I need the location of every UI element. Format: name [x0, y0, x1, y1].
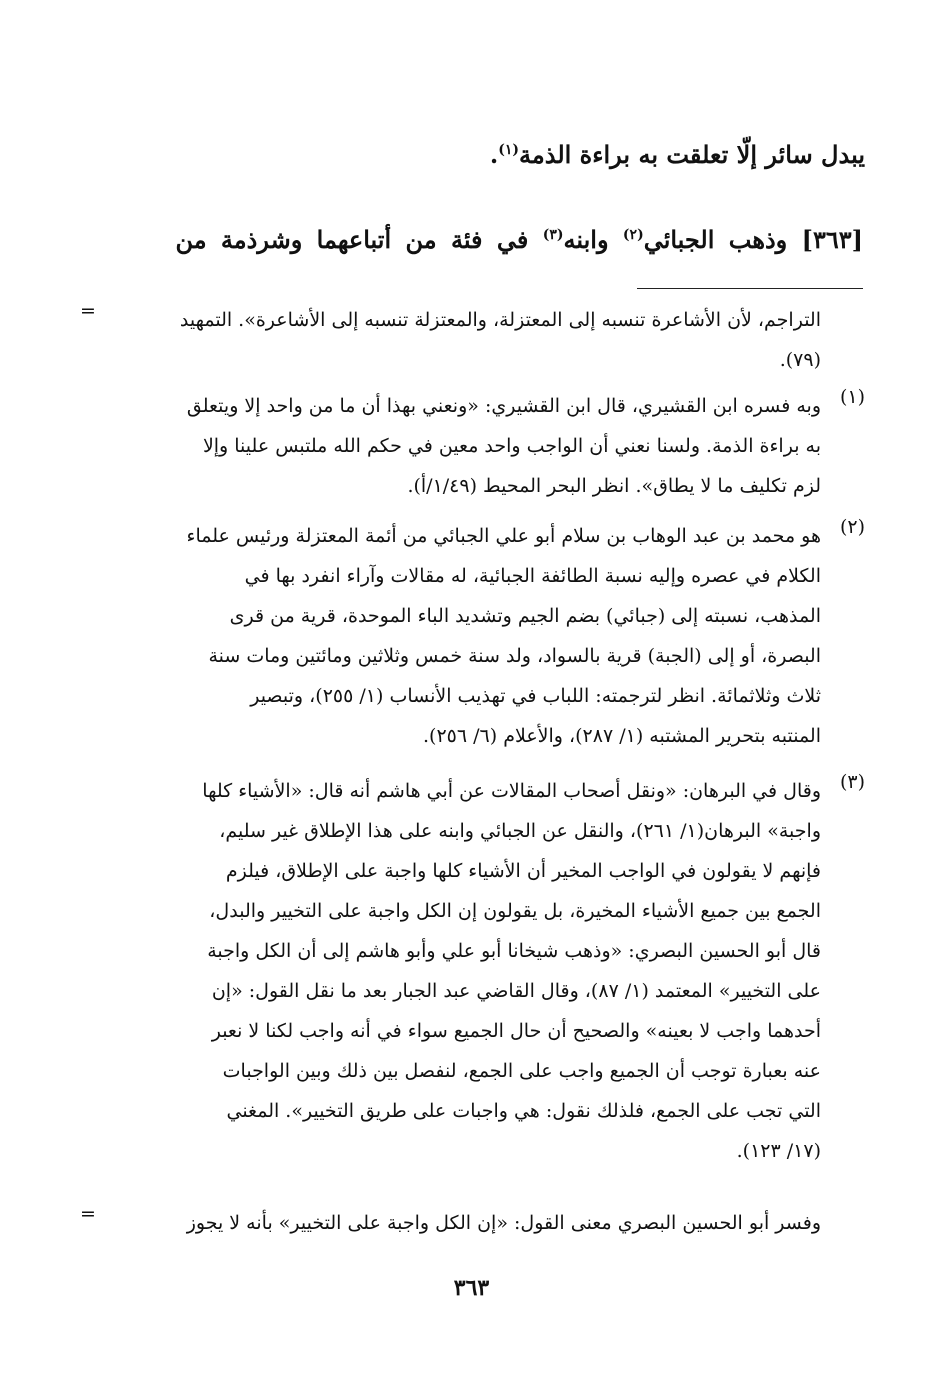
footnote-separator	[637, 288, 863, 289]
footnote-line: هو محمد بن عبد الوهاب بن سلام أبو علي الجبائي من أئمة المعتزلة ورئيس علماء	[186, 525, 821, 547]
footnote-line: واجبة» البرهان(١/ ٢٦١)، والنقل عن الجبائي وابنه على هذا الإطلاق غير سليم،	[219, 820, 821, 842]
footnote-tail	[80, 1203, 865, 1243]
footnote-line: الجمع بين جميع الأشياء المخيرة، بل يقولون إن الكل واجبة على التخيير والبدل،	[209, 900, 821, 922]
footnote-body	[80, 516, 821, 756]
footnote-ref-2[interactable]: (٢)	[622, 227, 644, 243]
footnote-line: التراجم، لأن الأشاعرة تنسبه إلى المعتزلة، والمعتزلة تنسبه إلى الأشاعرة». التمهيد	[179, 309, 821, 331]
footnote-ref-3[interactable]: (٣)	[542, 227, 564, 243]
footnote-body	[80, 386, 821, 506]
footnote-line: التي تجب على الجمع، فلذلك نقول: هي واجبات على طريق التخيير». المغني	[226, 1100, 821, 1122]
footnote-line: عنه بعبارة توجب أن الجميع واجب على الجمع، لنفصل بين ذلك وبين الواجبات	[222, 1060, 821, 1082]
main-text-segment: في فئة من أتباعهما وشرذمة من	[175, 225, 543, 254]
footnote-line: وفسر أبو الحسين البصري معنى القول: «إن الكل واجبة على التخيير» بأنه لا يجوز	[186, 1212, 821, 1234]
footnote-continuation	[80, 300, 865, 380]
footnote-line: به براءة الذمة. ولسنا نعني أن الواجب واحد معين في حكم الله ملتبس علينا وإلا	[202, 435, 821, 457]
footnote-1	[80, 386, 865, 506]
footnote-line: قال أبو الحسين البصري: «وذهب شيخانا أبو علي وأبو هاشم إلى أن الكل واجبة	[207, 940, 821, 962]
main-text-segment: وابنه	[563, 225, 623, 254]
footnote-2	[80, 516, 865, 756]
page-number: ٣٦٣	[453, 1275, 490, 1301]
footnote-line: الكلام في عصره وإليه نسبة الطائفة الجبائية، له مقالات وآراء انفرد بها في	[244, 565, 821, 587]
main-text-line-2	[175, 225, 863, 254]
footnote-body	[80, 771, 821, 1171]
footnote-line: فإنهم لا يقولون في الواجب المخير أن الأشياء كلها واجبة على الإطلاق، فيلزم	[225, 860, 821, 882]
main-text-segment: [٣٦٣] وذهب الجبائي	[643, 225, 863, 254]
footnote-line: ثلاث وثلاثمائة. انظر لترجمته: اللباب في تهذيب الأنساب (١/ ٢٥٥)، وتبصير	[250, 685, 821, 707]
footnote-line: (٧٩).	[779, 349, 821, 371]
footnote-line: أحدهما واجب لا بعينه» والصحيح أن حال الجميع سواء في أنه واجب لكنا لا نعبر	[211, 1020, 821, 1042]
footnote-line: وبه فسره ابن القشيري، قال ابن القشيري: «ونعني بهذا أن ما من واحد إلا ويتعلق	[186, 395, 821, 417]
footnote-number: (١)	[839, 386, 865, 408]
footnote-body	[80, 1203, 821, 1243]
footnote-line: المنتبه بتحرير المشتبه (١/ ٢٨٧)، والأعلام (٦/ ٢٥٦).	[423, 725, 821, 747]
footnote-number: (٣)	[839, 771, 865, 793]
main-text-line-1	[490, 140, 865, 169]
footnote-3	[80, 771, 865, 1171]
footnote-number: (٢)	[839, 516, 865, 538]
footnote-line: (١٧/ ١٢٣).	[736, 1140, 821, 1162]
footnote-line: لزم تكليف ما لا يطاق». انظر البحر المحيط (١/٤٩/أ).	[407, 475, 821, 497]
footnote-ref-1[interactable]: (١)	[498, 142, 519, 158]
footnote-line: المذهب، نسبته إلى (جبائي) بضم الجيم وتشديد الباء الموحدة، قرية من قرى	[229, 605, 821, 627]
continuation-marker: =	[80, 300, 96, 322]
footnote-line: وقال في البرهان: «ونقل أصحاب المقالات عن أبي هاشم أنه قال: «الأشياء كلها	[202, 780, 821, 802]
continuation-marker: =	[80, 1203, 96, 1225]
footnote-line: البصرة، أو إلى (الجبة) قرية بالسواد، ولد سنة خمس وثلاثين ومائتين ومات سنة	[208, 645, 821, 667]
footnote-line: على التخيير» المعتمد (١/ ٨٧)، وقال القاضي عبد الجبار بعد ما نقل القول: «إن	[211, 980, 821, 1002]
main-text-segment: .	[489, 140, 499, 169]
footnote-body	[80, 300, 821, 380]
main-text-segment: يبدل سائر إلّا تعلقت به براءة الذمة	[519, 140, 865, 169]
